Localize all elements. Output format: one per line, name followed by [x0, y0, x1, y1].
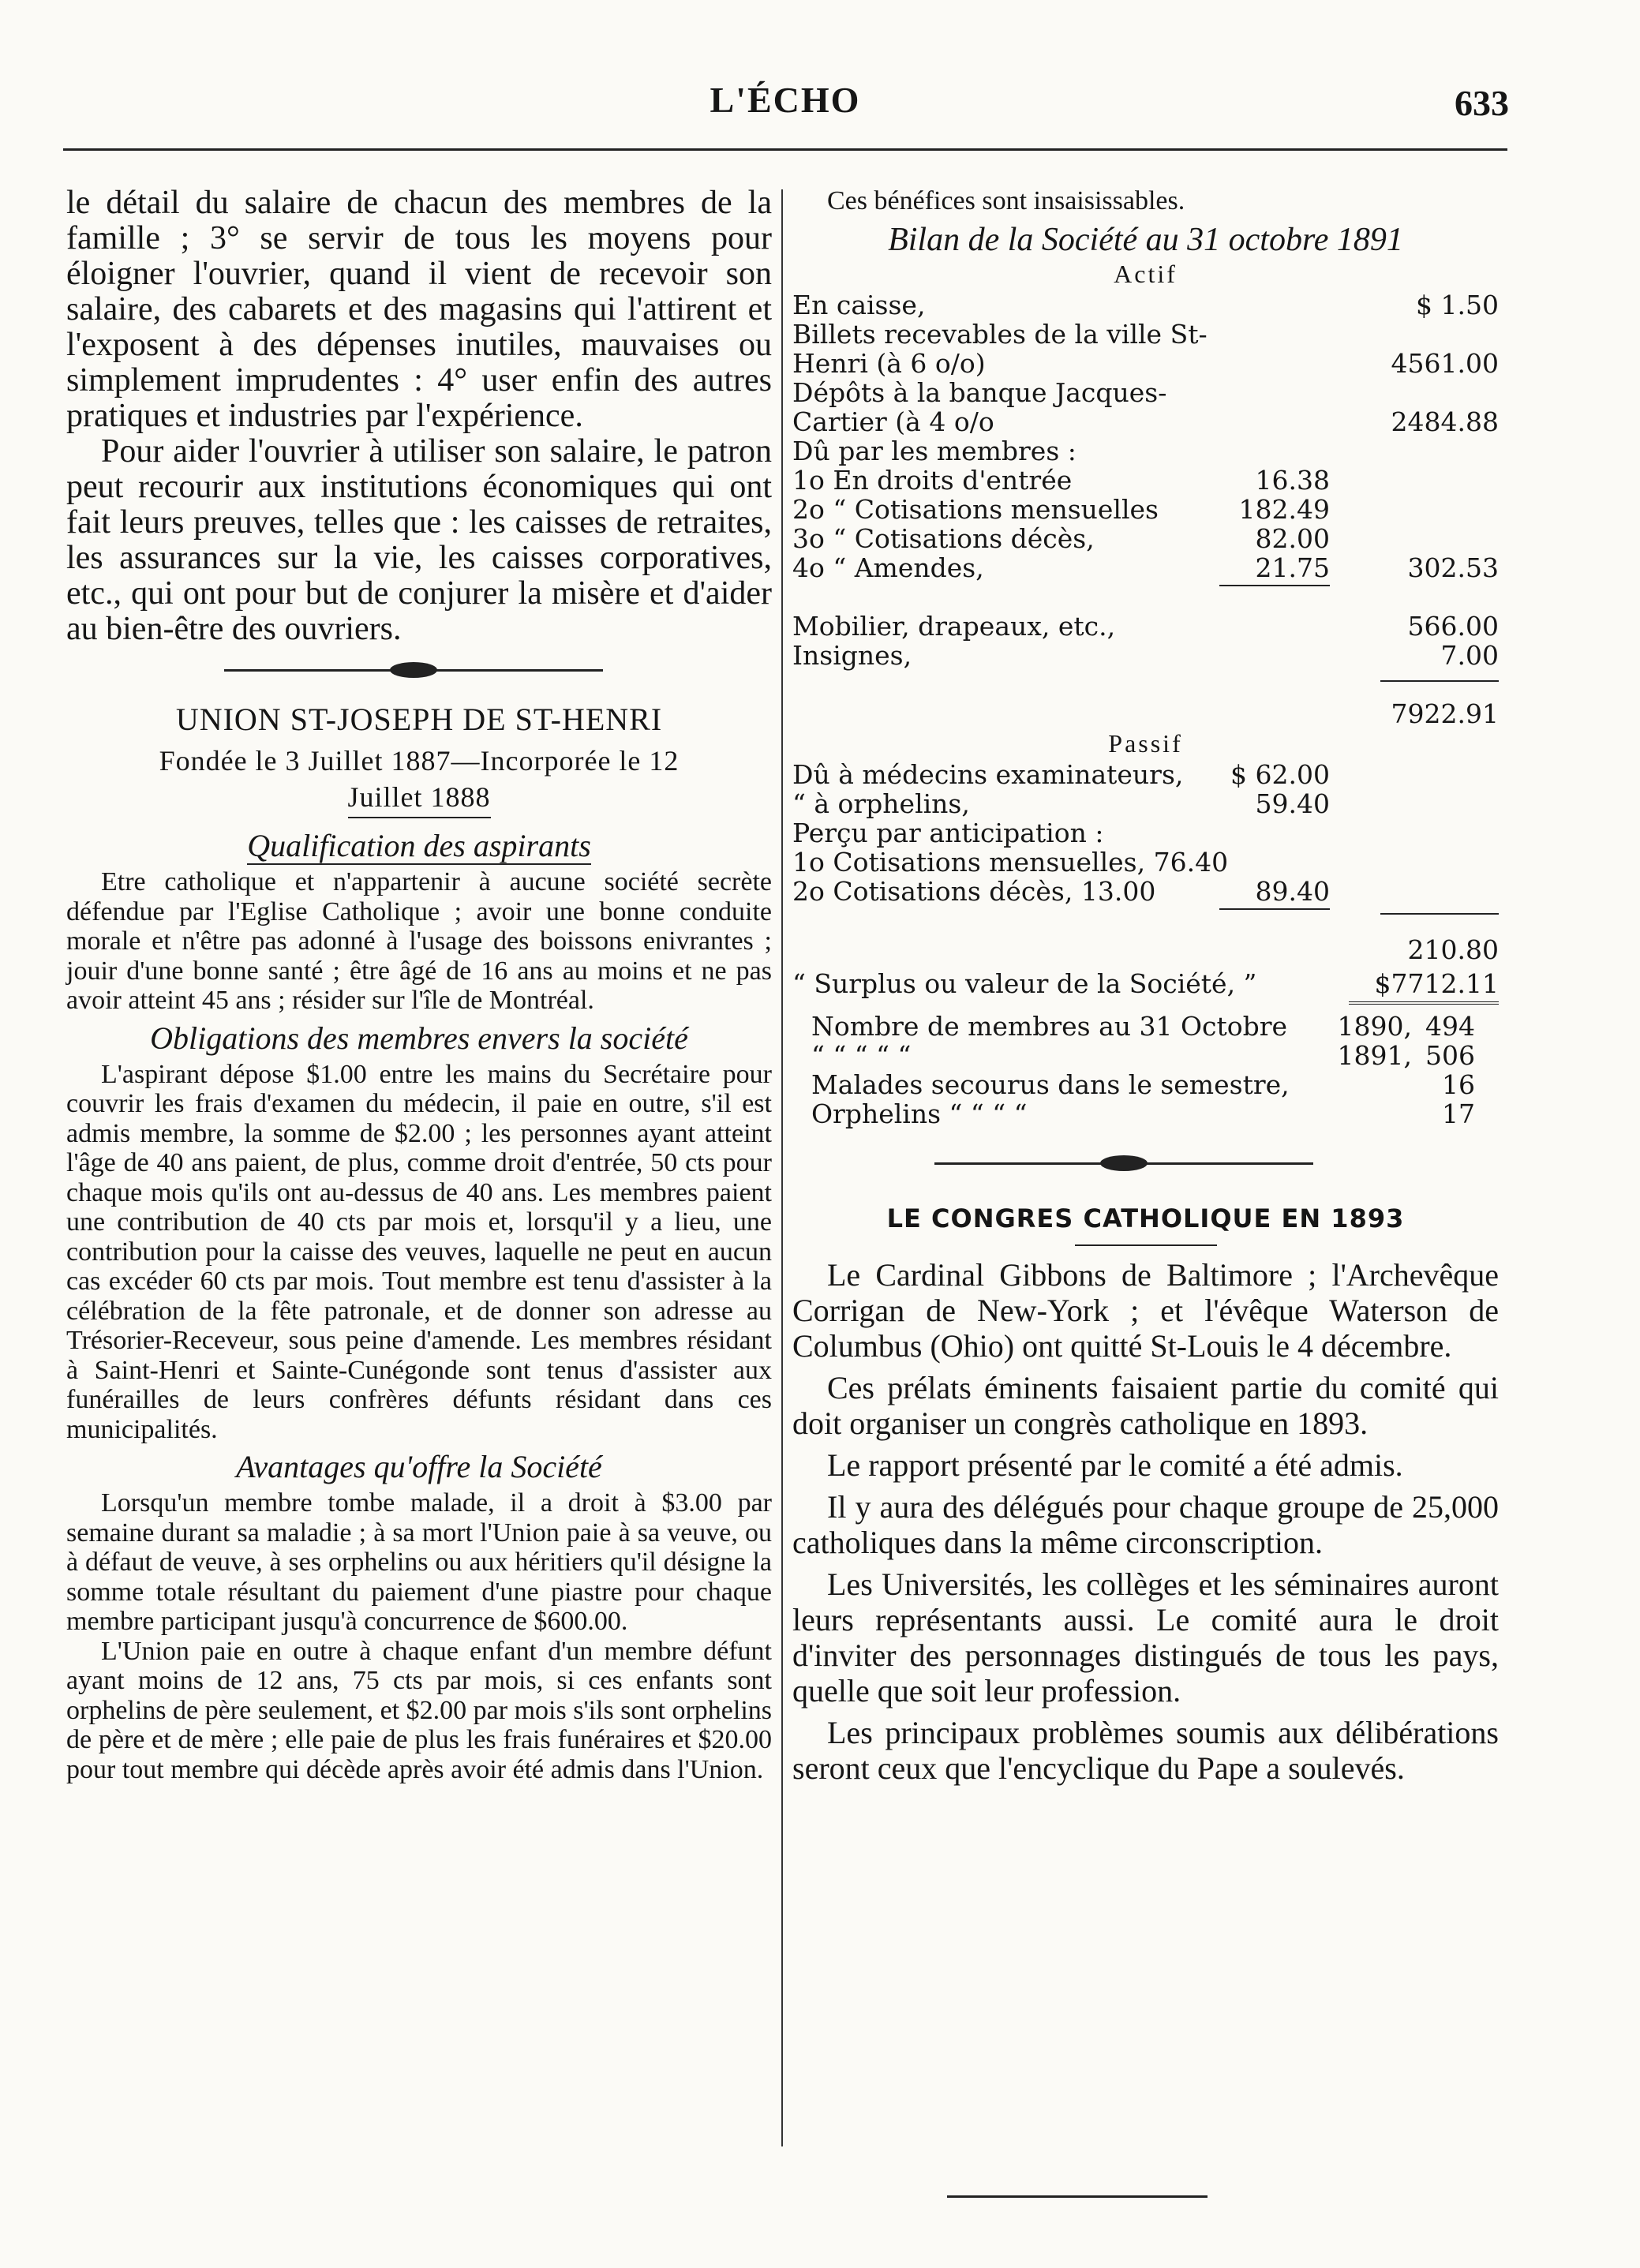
actif-row [792, 465, 1499, 494]
stats-year: 1891, [1337, 1040, 1412, 1071]
benefits-note: Ces bénéfices sont insaisissables. [827, 186, 1185, 215]
subtotal-rule [1219, 585, 1330, 586]
header-rule [63, 148, 1507, 151]
section-heading-qualification [66, 828, 772, 864]
congres-paragraph: Le Cardinal Gibbons de Baltimore ; l'Archevêque Corrigan de New-York ; et l'évêque Waterson de Columbus (Ohio) ont quitté St-Louis le 4 décembre. [792, 1257, 1499, 1364]
congres-paragraph: Le rapport présenté par le comité a été admis. [827, 1447, 1403, 1483]
left-column [66, 185, 772, 1784]
surplus-label: “ Surplus ou valeur de la Société, ” [792, 968, 1257, 999]
actif-lbl: Henri (à 6 o/o) [792, 348, 986, 379]
avantages-paragraph-2: L'Union paie en outre à chaque enfant d'un membre défunt ayant moins de 12 ans, 75 cts par mois, si ces enfants sont orphelins de père seulement, et $2.00 par mois s'ils sont orphelins de père et de mère ; elle paie de plus les frais funéraires et $20.00 pour tout membre qui décède après avoir été admis dans l'Union. [66, 1636, 772, 1784]
column-divider [781, 189, 783, 2146]
actif-row [792, 582, 1499, 611]
membership-stats [811, 1011, 1499, 1128]
stats-label: Malades secourus dans le semestre, [811, 1069, 1290, 1100]
passif-row [792, 788, 1499, 818]
passif-total-rule [1380, 913, 1499, 915]
actif-row [792, 669, 1499, 698]
stats-year: 1890, [1337, 1011, 1412, 1042]
stats-row [811, 1069, 1499, 1098]
ornament-diamond [1100, 1155, 1148, 1171]
stats-value: 494 [1425, 1011, 1475, 1042]
passif-lbl: 1o Cotisations mensuelles, 76.40 [792, 847, 1229, 878]
ornament-diamond [390, 662, 437, 678]
section-heading-text: Qualification des aspirants [247, 828, 591, 863]
passif-row [792, 818, 1499, 847]
actif-row [792, 640, 1499, 669]
heading-rule [1075, 1244, 1217, 1246]
foundation-line [66, 743, 772, 818]
bottom-rule [947, 2195, 1208, 2198]
passif-row [792, 759, 1499, 788]
congres-paragraph: Ces prélats éminents faisaient partie du comité qui doit organiser un congrès catholique en 1893. [792, 1370, 1499, 1441]
section-heading-text: Obligations des membres envers la société [150, 1020, 688, 1056]
congres-heading: LE CONGRES CATHOLIQUE EN 1893 [886, 1203, 1405, 1233]
stats-label: Nombre de membres au 31 Octobre [811, 1011, 1288, 1042]
passif-heading: Passif [1108, 729, 1183, 758]
actif-lbl: 3o “ Cotisations décès, [792, 523, 1095, 554]
actif-amt: 7922.91 [1391, 698, 1499, 729]
actif-row [792, 319, 1499, 348]
congres-paragraph: Il y aura des délégués pour chaque groupe de 25,000 catholiques dans la même circonscription. [792, 1489, 1499, 1560]
section-ornament [66, 655, 772, 687]
publication-title: L'ÉCHO [710, 80, 861, 120]
passif-subtotal-rule [1219, 908, 1330, 910]
surplus-amount: $7712.11 [1374, 968, 1499, 999]
left-paragraph-1: le détail du salaire de chacun des membres de la famille ; 3° se servir de tous les moyens pour éloigner l'ouvrier, quand il vient de recevoir son salaire, des cabarets et des magasins qui l'attirent et l'exposent à des dépenses inutiles, mauvaises ou simplement imprudentes : 4° user enfin des autres pratiques et industries par l'expérience. [66, 185, 772, 434]
actif-lbl: En caisse, [792, 290, 926, 320]
page-number: 633 [1455, 83, 1509, 123]
actif-lbl: Cartier (à 4 o/o [792, 406, 994, 437]
actif-amt: $ 1.50 [1416, 290, 1499, 320]
union-heading: UNION ST-JOSEPH DE ST-HENRI [175, 702, 663, 737]
congres-paragraph: Les principaux problèmes soumis aux délibérations seront ceux que l'encyclique du Pape a soulevés. [792, 1715, 1499, 1786]
obligations-paragraph: L'aspirant dépose $1.00 entre les mains du Secrétaire pour couvrir les frais d'examen du médecin, il paie en outre, s'il est admis membre, la somme de $2.00 ; les personnes ayant atteint l'âge de 40 ans paient, de plus, comme droit d'entrée, 50 cts pour chaque mois qu'ils ont au-dessus de 40 ans. Les membres paient une contribution de 40 cts par mois et, lorsqu'il y a lieu, une contribution pour la caisse des veuves, laquelle ne peut en aucun cas excéder 60 cts par mois. Tout membre est tenu d'assister à la célébration de la fête patronale, et de donner son adresse au Trésorier-Receveur, sous peine d'amende. Les membres résidant à Saint-Henri et Sainte-Cunégonde sont tenus d'assister aux funérailles de leurs confrères défunts résidant dans ces municipalités. [66, 1059, 772, 1444]
actif-row [792, 377, 1499, 406]
stats-label: Orphelins “ “ “ “ [811, 1098, 1028, 1129]
passif-row [792, 934, 1499, 964]
actif-row [792, 494, 1499, 523]
actif-mid: 82.00 [1255, 523, 1330, 554]
actif-mid: 16.38 [1255, 465, 1330, 496]
actif-amt: 302.53 [1407, 552, 1499, 583]
passif-lbl: 2o Cotisations décès, 13.00 [792, 876, 1156, 907]
actif-row [792, 348, 1499, 377]
passif-row [792, 847, 1499, 876]
actif-lbl: Mobilier, drapeaux, etc., [792, 611, 1116, 642]
actif-lbl: 1o En droits d'entrée [792, 465, 1073, 496]
actif-lbl: Dépôts à la banque Jacques- [792, 377, 1167, 408]
passif-mid: 89.40 [1255, 876, 1330, 907]
passif-lbl: Perçu par anticipation : [792, 818, 1104, 848]
actif-row [792, 698, 1499, 728]
actif-row [792, 290, 1499, 319]
actif-lbl: Dû par les membres : [792, 436, 1076, 466]
actif-mid: 182.49 [1238, 494, 1330, 525]
actif-amt: 7.00 [1440, 640, 1499, 671]
actif-amt: 566.00 [1407, 611, 1499, 642]
avantages-paragraph-1: Lorsqu'un membre tombe malade, il a droit à $3.00 par semaine durant sa maladie ; à sa mort l'Union paie à sa veuve, ou à défaut de veuve, à ses orphelins ou aux héritiers qu'il désigne la somme totale résultant du paiement d'une piastre pour chaque membre participant jusqu'à concurrence de $600.00. [66, 1488, 772, 1636]
passif-mid: 59.40 [1255, 788, 1330, 819]
actif-row [792, 436, 1499, 465]
passif-lbl: Dû à médecins examinateurs, [792, 759, 1184, 790]
actif-lbl: 2o “ Cotisations mensuelles [792, 494, 1159, 525]
total-rule [1380, 680, 1499, 682]
stats-value: 16 [1442, 1069, 1475, 1100]
bilan-title: Bilan de la Société au 31 octobre 1891 [888, 222, 1403, 258]
foundation-line-1: Fondée le 3 Juillet 1887—Incorporée le 12 [159, 745, 680, 777]
stats-row [811, 1098, 1499, 1128]
stats-value: 506 [1425, 1040, 1475, 1071]
actif-mid: 21.75 [1255, 552, 1330, 583]
actif-table [792, 290, 1499, 728]
section-heading-avantages [66, 1449, 772, 1485]
actif-lbl: 4o “ Amendes, [792, 552, 984, 583]
congres-article [792, 1257, 1499, 1786]
stats-row [811, 1011, 1499, 1040]
actif-row [792, 523, 1499, 552]
actif-row [792, 611, 1499, 640]
passif-amt: 210.80 [1407, 934, 1499, 965]
stats-label: “ “ “ “ “ [811, 1040, 912, 1071]
passif-row [792, 876, 1499, 905]
passif-mid: $ 62.00 [1230, 759, 1330, 790]
left-paragraph-2: Pour aider l'ouvrier à utiliser son salaire, le patron peut recourir aux institutions économiques qui ont fait leurs preuves, telles que : les caisses de retraites, les assurances sur la vie, les caisses corporatives, etc., qui ont pour but de conjurer la misère et d'aider au bien-être des ouvriers. [66, 433, 772, 647]
surplus-row [792, 968, 1499, 1006]
right-column [792, 185, 1499, 1792]
section-heading-text: Avantages qu'offre la Société [236, 1449, 602, 1484]
actif-amt: 4561.00 [1391, 348, 1499, 379]
page-header [63, 79, 1507, 126]
section-heading-obligations [66, 1020, 772, 1057]
surplus-line [792, 968, 1499, 997]
actif-lbl: Billets recevables de la ville St- [792, 319, 1208, 350]
stats-value: 17 [1442, 1098, 1475, 1129]
actif-row [792, 406, 1499, 436]
passif-lbl: “ à orphelins, [792, 788, 970, 819]
actif-row [792, 552, 1499, 582]
actif-amt: 2484.88 [1391, 406, 1499, 437]
passif-table [792, 759, 1499, 964]
passif-row [792, 905, 1499, 934]
section-ornament [792, 1148, 1499, 1180]
actif-lbl: Insignes, [792, 640, 912, 671]
qualification-paragraph: Etre catholique et n'appartenir à aucune société secrète défendue par l'Eglise Catholique ; avoir une bonne conduite morale et n'être pas adonné à l'usage des boissons enivrantes ; jouir d'une bonne santé ; être âgé de 16 ans au moins et ne pas avoir atteint 45 ans ; résider sur l'île de Montréal. [66, 867, 772, 1015]
actif-heading: Actif [1114, 260, 1178, 288]
stats-row [811, 1040, 1499, 1069]
congres-paragraph: Les Universités, les collèges et les séminaires auront leurs représentants aussi. Le comité aura le droit d'inviter des personnages distingués de tous les pays, quelle que soit leur profession. [792, 1566, 1499, 1708]
foundation-line-2: Juillet 1888 [348, 779, 491, 818]
surplus-double-rule [1349, 1001, 1499, 1005]
